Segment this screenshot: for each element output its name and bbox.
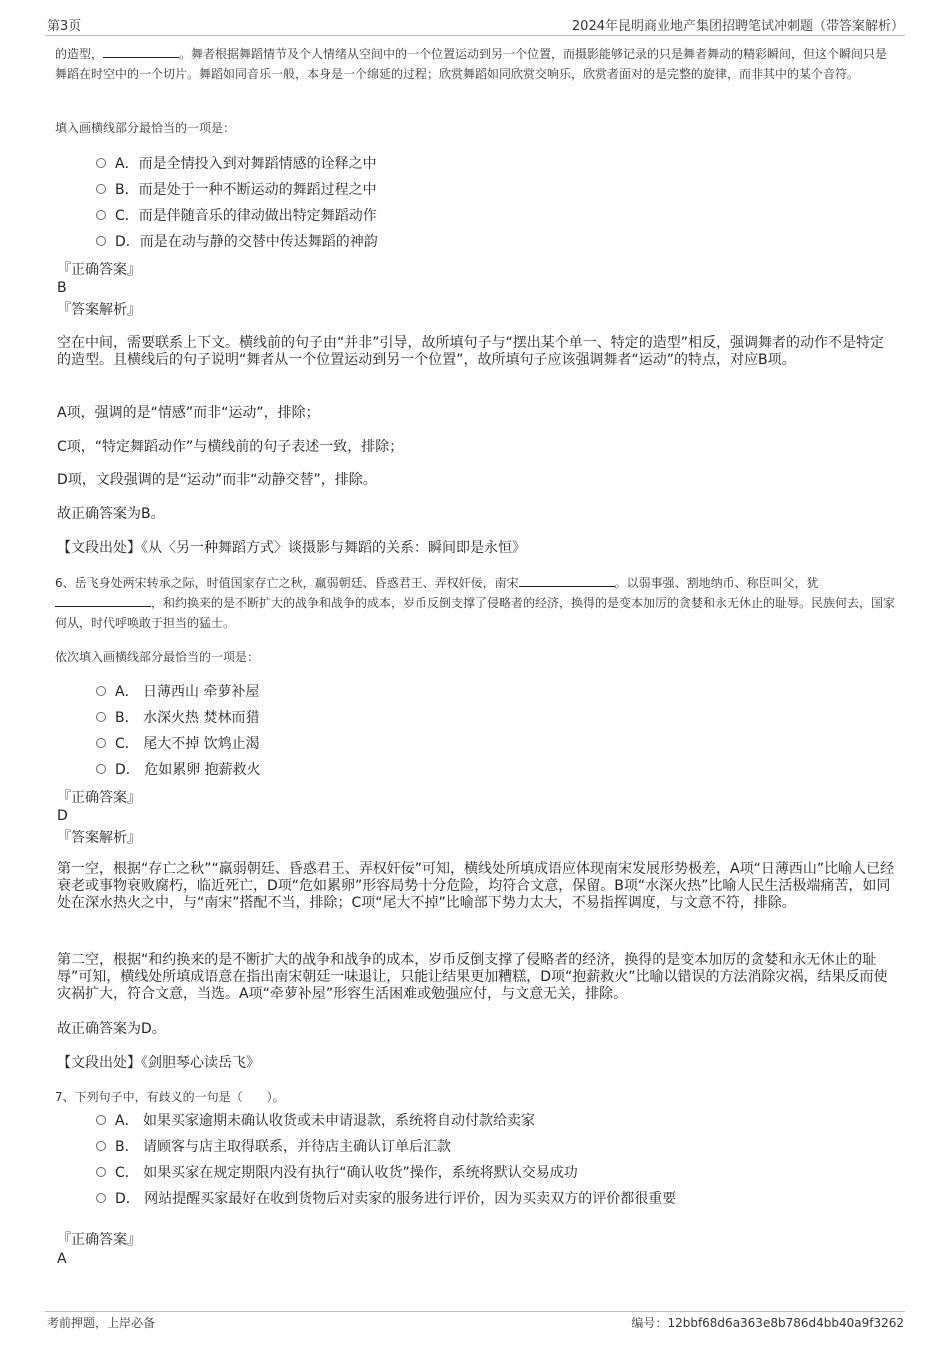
q5-option-b-label: B．而是处于一种不断运动的舞蹈过程之中 (115, 182, 377, 198)
q7-option-b-label: B． 请顾客与店主取得联系，并待店主确认订单后汇款 (115, 1139, 452, 1155)
radio-icon[interactable] (96, 764, 106, 774)
q6-blank-2 (55, 594, 151, 607)
q7-stem: 7、下列句子中，有歧义的一句是（ ）。 (55, 1090, 285, 1104)
q5-analysis-para: 空在中间，需要联系上下文。横线前的句子由“并非”引导，故所填句子与“摆出某个单一、特定的造型”相反，强调舞者的动作不是特定的造型。且横线后的句子说明“舞者从一个位置运动到另一个位置”，故所填句子应该强调舞者“运动”的特点，对应B项。 (57, 335, 885, 368)
q5-analysis-c: C项，“特定舞蹈动作”与横线前的句子表述一致，排除； (57, 439, 404, 455)
q6-source: 【文段出处】《剑胆琴心读岳飞》 (57, 1055, 260, 1071)
q6-analysis-label: 『答案解析』 (57, 830, 141, 846)
q5-option-a[interactable] (96, 155, 377, 173)
q6-option-d[interactable] (96, 761, 261, 779)
q6-option-b[interactable] (96, 709, 260, 727)
q5-answer: B (57, 280, 67, 296)
q6-stem-b: 。以弱事强、割地纳币、称臣叫父，犹 (614, 576, 819, 590)
footer-id-value: 12bbf68d6a363e8b786d4bb40a9f3262 (667, 1316, 904, 1330)
radio-icon[interactable] (96, 210, 106, 220)
q7-answer: A (57, 1251, 67, 1267)
q7-option-b[interactable] (96, 1138, 451, 1156)
q7-option-c-label: C． 如果买家在规定期限内没有执行“确认收货”操作，系统将默认交易成功 (115, 1165, 578, 1181)
q5-answer-label: 『正确答案』 (57, 262, 141, 278)
q5-option-c-label: C．而是伴随音乐的律动做出特定舞蹈动作 (115, 208, 377, 224)
q5-source: 【文段出处】《从〈另一种舞蹈方式〉谈摄影与舞蹈的关系：瞬间即是永恒》 (57, 540, 526, 556)
radio-icon[interactable] (96, 1141, 106, 1151)
q5-option-c[interactable] (96, 207, 377, 225)
radio-icon[interactable] (96, 738, 106, 748)
radio-icon[interactable] (96, 1167, 106, 1177)
q6-prompt: 依次填入画横线部分最恰当的一项是： (55, 650, 260, 664)
q6-answer-label: 『正确答案』 (57, 790, 141, 806)
radio-icon[interactable] (96, 236, 106, 246)
q7-answer-label: 『正确答案』 (57, 1232, 141, 1248)
q5-option-b[interactable] (96, 181, 377, 199)
page-header (0, 0, 950, 36)
q5-stem (55, 44, 897, 84)
q6-option-c-label: C． 尾大不掉 饮鸩止渴 (115, 736, 260, 752)
q5-stem-a: 的造型， (55, 47, 104, 61)
q5-stem-b: 。舞者根据舞蹈情节及个人情绪从空间中的一个位置运动到另一个位置，而摄影能够记录的只是舞者舞动的精彩瞬间，但这个瞬间只是舞蹈在时空中的一个切片。舞蹈如同音乐一般，本身是一个绵延的过程；欣赏舞蹈如同欣赏交响乐，欣赏者面对的是完整的旋律，而非其中的某个音符。 (55, 47, 888, 81)
radio-icon[interactable] (96, 184, 106, 194)
footer-slogan: 考前押题，上岸必备 (47, 1316, 156, 1330)
q6-analysis-para-1: 第一空，根据“存亡之秋”“羸弱朝廷、昏惑君王、弄权奸佞”可知，横线处所填成语应体现南宋发展形势极差，A项“日薄西山”比喻人已经衰老或事物衰败腐朽，临近死亡，D项“危如累卵”形容局势十分危险，均符合文意，保留。B项“水深火热”比喻人民生活极端痛苦，如同处在深水热火之中，与“南宋”搭配不当，排除；C项“尾大不掉”比喻部下势力太大，不易指挥调度，与文意不符，排除。 (57, 861, 895, 911)
footer-divider (45, 1311, 905, 1312)
q7-option-d-label: D． 网站提醒买家最好在收到货物后对卖家的服务进行评价，因为买卖双方的评价都很重要 (115, 1191, 677, 1207)
q5-blank (103, 45, 179, 58)
q6-option-b-label: B． 水深火热 焚林而猎 (115, 710, 260, 726)
q5-analysis-d: D项，文段强调的是“运动”而非“动静交替”，排除。 (57, 472, 377, 488)
q5-conclusion: 故正确答案为B。 (57, 506, 165, 522)
q6-stem-c: ，和约换来的是不断扩大的战争和战争的成本，岁币反倒支撑了侵略者的经济，换得的是变本加厉的贪婪和永无休止的耻辱。民族何去，国家何从，时代呼唤敢于担当的猛士。 (55, 596, 896, 630)
radio-icon[interactable] (96, 158, 106, 168)
q5-option-d[interactable] (96, 233, 378, 251)
q6-option-d-label: D． 危如累卵 抱薪救火 (115, 762, 261, 778)
q5-prompt: 填入画横线部分最恰当的一项是： (55, 121, 236, 135)
q5-option-d-label: D．而是在动与静的交替中传达舞蹈的神韵 (115, 234, 378, 250)
q6-option-a[interactable] (96, 683, 259, 701)
q5-analysis-label: 『答案解析』 (57, 302, 141, 318)
footer-id (631, 1314, 904, 1331)
q7-option-c[interactable] (96, 1164, 578, 1182)
q7-option-d[interactable] (96, 1190, 676, 1208)
q7-option-a[interactable] (96, 1112, 535, 1130)
document-title: 2024年昆明商业地产集团招聘笔试冲刺题（带答案解析） (571, 19, 904, 34)
q5-analysis-a: A项，强调的是“情感”而非“运动”，排除； (57, 405, 320, 421)
q5-option-a-label: A．而是全情投入到对舞蹈情感的诠释之中 (115, 156, 377, 172)
radio-icon[interactable] (96, 1193, 106, 1203)
footer-id-label: 编号： (631, 1316, 668, 1330)
q6-blank-1 (519, 574, 615, 587)
q6-option-c[interactable] (96, 735, 260, 753)
q7-option-a-label: A． 如果买家逾期未确认收货或未申请退款，系统将自动付款给卖家 (115, 1113, 536, 1129)
q6-stem (55, 573, 897, 633)
radio-icon[interactable] (96, 1115, 106, 1125)
page-number: 第3页 (47, 19, 82, 34)
radio-icon[interactable] (96, 686, 106, 696)
q6-answer: D (57, 808, 68, 824)
header-divider (45, 35, 905, 36)
radio-icon[interactable] (96, 712, 106, 722)
q6-analysis-para-2: 第二空，根据“和约换来的是不断扩大的战争和战争的成本，岁币反倒支撑了侵略者的经济，换得的是变本加厉的贪婪和永无休止的耻辱”可知，横线处所填成语意在指出南宋朝廷一味退让，只能让结果更加糟糕，D项“抱薪救火”比喻以错误的方法消除灾祸，结果反而使灾祸扩大，符合文意，当选。A项“牵萝补屋”形容生活困难或勉强应付，与文意无关，排除。 (57, 952, 888, 1002)
q6-conclusion: 故正确答案为D。 (57, 1021, 166, 1037)
q6-option-a-label: A． 日薄西山 牵萝补屋 (115, 684, 260, 700)
q6-stem-a: 6、岳飞身处两宋转承之际，时值国家存亡之秋，羸弱朝廷、昏惑君王、弄权奸佞，南宋 (55, 576, 519, 590)
